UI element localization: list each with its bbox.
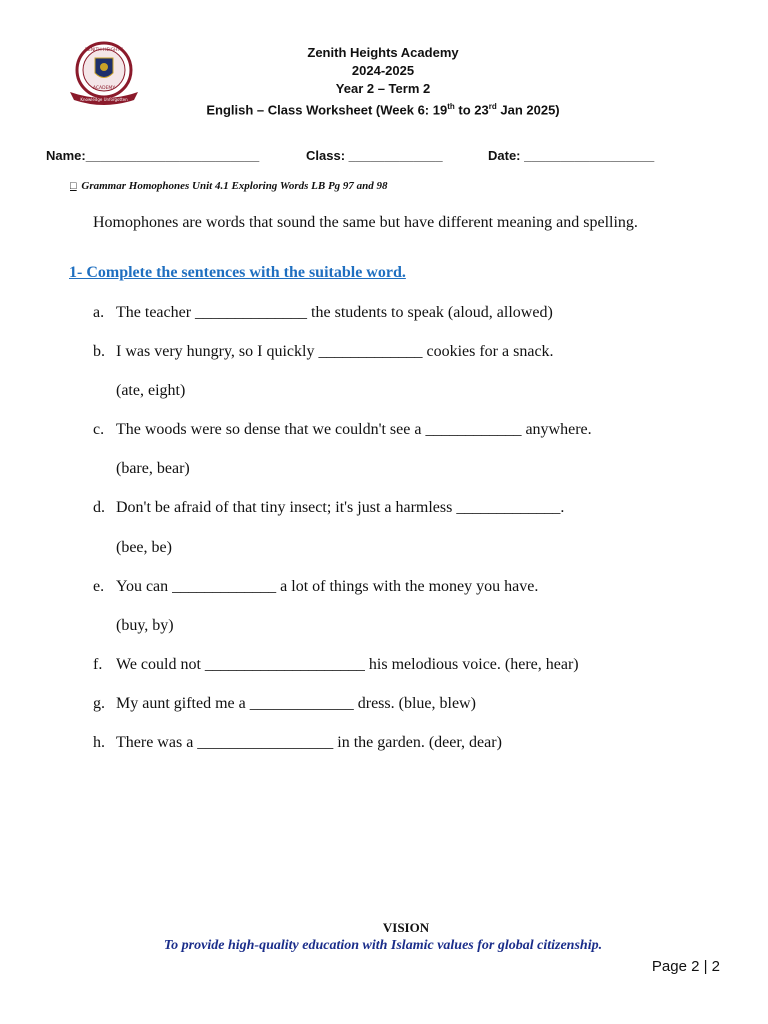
school-crest-icon	[64, 40, 144, 110]
task-heading: 1- Complete the sentences with the suitable word.	[69, 264, 406, 281]
academic-year: 2024-2025	[351, 63, 415, 78]
vision-statement: To provide high-quality education with Islamic values for global citizenship.	[163, 938, 603, 953]
checkbox-icon: □	[70, 180, 77, 192]
name-field[interactable]: Name:________________________	[46, 148, 260, 163]
worksheet-title: English – Class Worksheet (Week 6: 19th to 23rd Jan 2025)	[206, 102, 560, 118]
year-term: Year 2 – Term 2	[335, 81, 431, 96]
unit-reference-text: Grammar Homophones Unit 4.1 Exploring Words LB Pg 97 and 98	[81, 180, 388, 192]
date-field[interactable]: Date: __________________	[488, 148, 655, 163]
homophones-definition: Homophones are words that sound the same but have different meaning and spelling.	[93, 214, 638, 231]
logo-top-text: ZENITH HEIGHTS	[84, 48, 124, 53]
logo-bottom-text: ACADEMY	[92, 86, 116, 91]
page-number: Page 2 | 2	[651, 958, 720, 975]
student-fields	[0, 148, 768, 168]
vision-title: VISION	[382, 920, 430, 935]
unit-reference	[70, 180, 388, 192]
school-name: Zenith Heights Academy	[307, 45, 459, 60]
logo-ribbon-text: Knowledge Unforgotten	[80, 97, 128, 102]
class-field[interactable]: Class: _____________	[306, 148, 443, 163]
worksheet-header	[150, 44, 616, 119]
